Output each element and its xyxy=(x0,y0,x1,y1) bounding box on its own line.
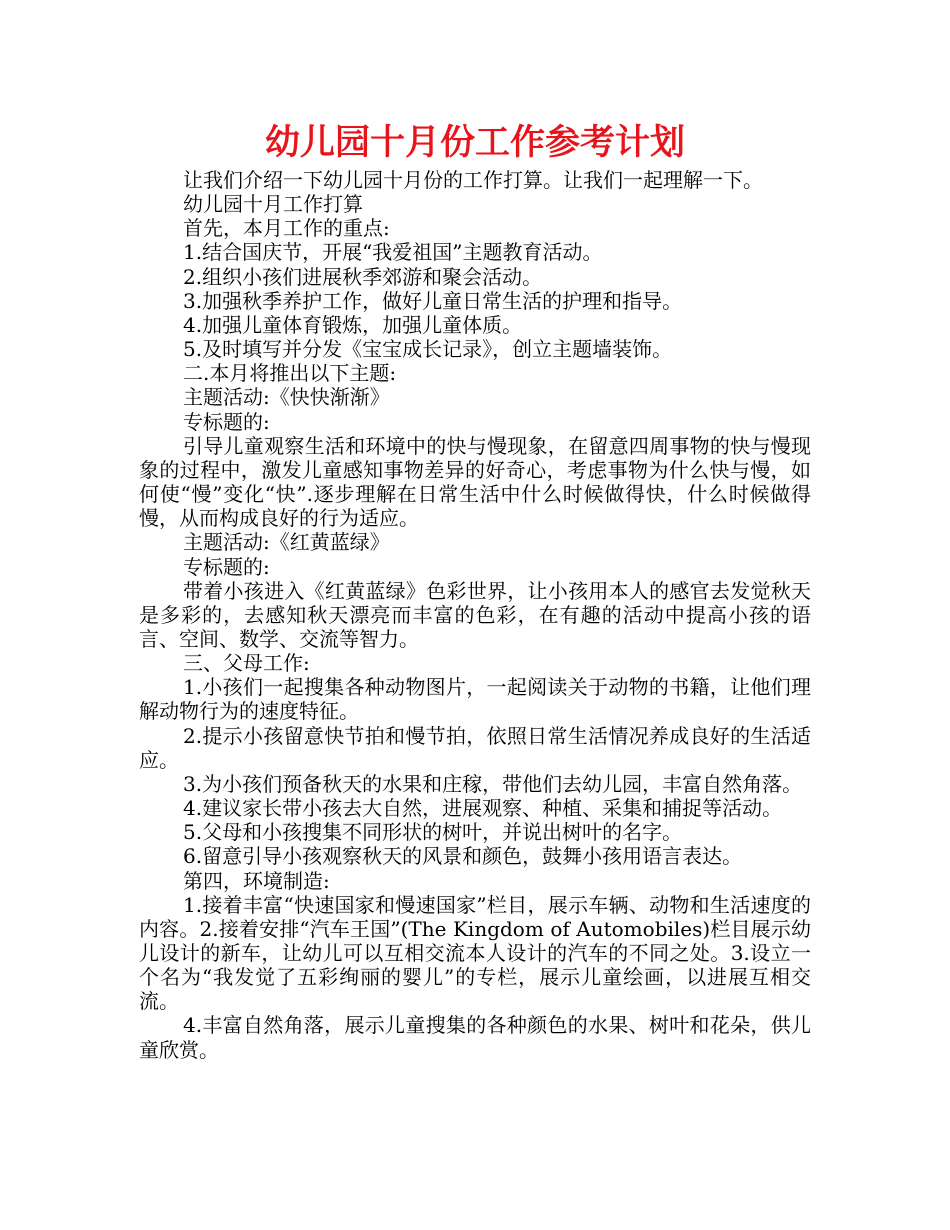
paragraph-theme-colors: 主题活动:《红黄蓝绿》 xyxy=(183,530,390,555)
document-body xyxy=(139,168,811,1062)
paragraph-section-focus: 首先，本月工作的重点: xyxy=(183,216,390,241)
paragraph-parents-5: 5.父母和小孩搜集不同形状的树叶，并说出树叶的名字。 xyxy=(183,820,683,845)
paragraph-focus-2: 2.组织小孩们进展秋季郊游和聚会活动。 xyxy=(183,264,543,289)
paragraph-goal-fast-slow: 引导儿童观察生活和环境中的快与慢现象，在留意四周事物的快与慢现象的过程中，激发儿童感知事物差异的好奇心，考虑事物为什么快与慢，如何使“慢”变化“快”.逐步理解在日常生活中什么时候做得快，什么时候做得慢，从而构成良好的行为适应。 xyxy=(139,433,811,531)
paragraph-focus-5: 5.及时填写并分发《宝宝成长记录》，创立主题墙装饰。 xyxy=(183,337,673,362)
paragraph-environment-4: 4.丰富自然角落，展示儿童搜集的各种颜色的水果、树叶和花朵，供儿童欣赏。 xyxy=(139,1013,811,1062)
paragraph-focus-4: 4.加强儿童体育锻炼，加强儿童体质。 xyxy=(183,312,523,337)
paragraph-parents-4: 4.建议家长带小孩去大自然，进展观察、种植、采集和捕捉等活动。 xyxy=(183,796,783,821)
paragraph-goal-label-1: 专标题的: xyxy=(183,409,270,434)
paragraph-parents-2: 2.提示小孩留意快节拍和慢节拍，依照日常生活情况养成良好的生活适应。 xyxy=(139,723,811,772)
paragraph-section-parents: 三、父母工作: xyxy=(183,651,310,676)
paragraph-theme-fast-slow: 主题活动:《快快渐渐》 xyxy=(183,385,390,410)
paragraph-section-themes: 二.本月将推出以下主题: xyxy=(183,361,397,386)
paragraph-focus-1: 1.结合国庆节，开展“我爱祖国”主题教育活动。 xyxy=(183,240,603,265)
paragraph-intro: 让我们介绍一下幼儿园十月份的工作打算。让我们一起理解一下。 xyxy=(183,168,763,192)
page-title: 幼儿园十月份工作参考计划 xyxy=(264,123,685,163)
paragraph-section-environment: 第四，环境制造: xyxy=(183,868,330,893)
paragraph-parents-6: 6.留意引导小孩观察秋天的风景和颜色，鼓舞小孩用语言表达。 xyxy=(183,844,743,869)
paragraph-goal-colors: 带着小孩进入《红黄蓝绿》色彩世界，让小孩用本人的感官去发觉秋天是多彩的，去感知秋天漂亮而丰富的色彩，在有趣的活动中提高小孩的语言、空间、数学、交流等智力。 xyxy=(139,578,811,651)
paragraph-environment-1: 1.接着丰富“快速国家和慢速国家”栏目，展示车辆、动物和生活速度的内容。2.接着安排“汽车王国”(The Kingdom of Automobiles)栏目展示幼儿设计的新车，让幼儿可以互相交流本人设计的汽车的不同之处。3.设立一个名为“我发觉了五彩绚丽的婴儿”的专栏，展示儿童绘画，以进展互相交流。 xyxy=(139,892,811,1014)
paragraph-goal-label-2: 专标题的: xyxy=(183,554,270,579)
paragraph-focus-3: 3.加强秋季养护工作，做好儿童日常生活的护理和指导。 xyxy=(183,288,683,313)
paragraph-parents-1: 1.小孩们一起搜集各种动物图片，一起阅读关于动物的书籍，让他们理解动物行为的速度特征。 xyxy=(139,675,811,724)
paragraph-parents-3: 3.为小孩们预备秋天的水果和庄稼，带他们去幼儿园，丰富自然角落。 xyxy=(183,771,803,796)
paragraph-heading-plan: 幼儿园十月工作打算 xyxy=(183,192,363,217)
